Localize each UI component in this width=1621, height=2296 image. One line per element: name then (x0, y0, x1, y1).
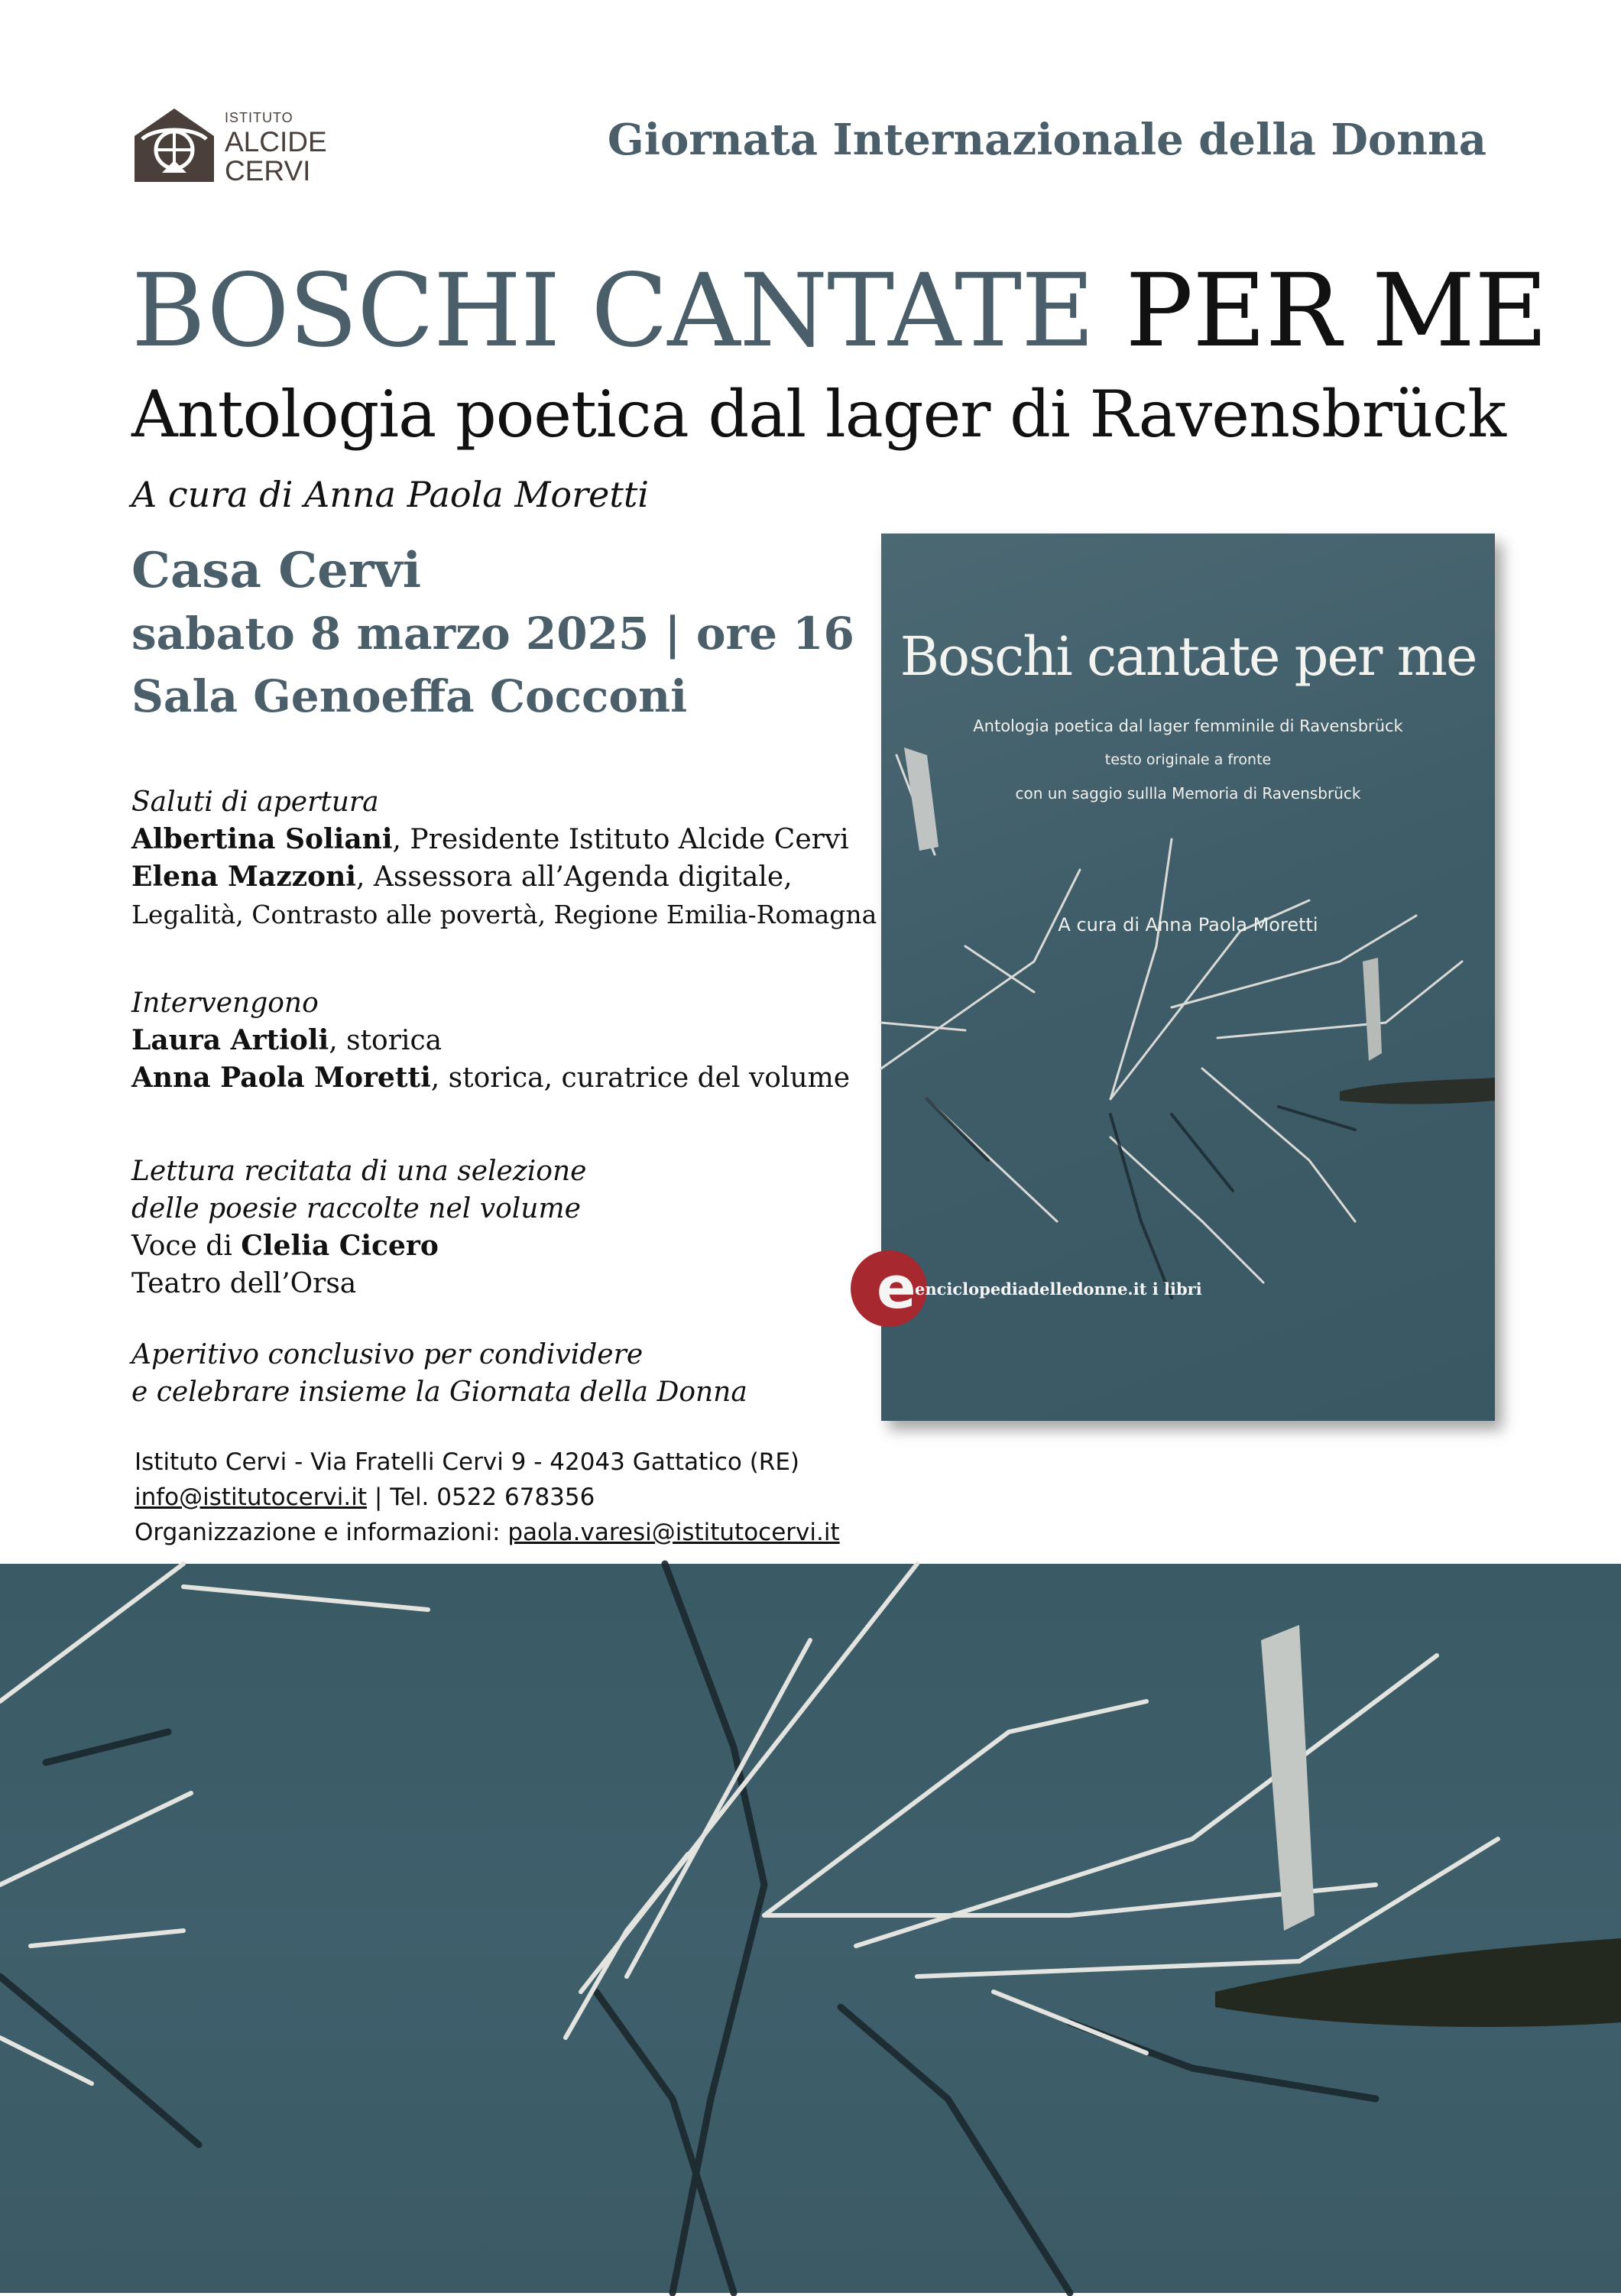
reading-voice (131, 1227, 586, 1265)
speaker-role: , storica (329, 1025, 443, 1056)
org-email-link[interactable]: paola.varesi@istitutocervi.it (507, 1519, 840, 1546)
aperitivo-line-2: e celebrare insieme la Giornata della Donna (131, 1377, 747, 1408)
branches-illustration (0, 1564, 1621, 2293)
publisher-letter: e (877, 1253, 916, 1321)
opening-speaker-1 (131, 821, 877, 858)
logo-text-alcide: ALCIDE (225, 126, 327, 157)
aperitivo-section (131, 1336, 747, 1411)
opening-section (131, 783, 877, 933)
aperitivo-line-1: Aperitivo conclusivo per condividere (131, 1339, 644, 1370)
speaker-2 (131, 1059, 850, 1097)
publisher-name: enciclopediadelledonne.it i libri (915, 1279, 1202, 1299)
reading-line-1: Lettura recitata di una selezione (131, 1156, 587, 1187)
speaker-name: Laura Artioli (131, 1024, 329, 1056)
phone: | Tel. 0522 678356 (367, 1484, 595, 1511)
event-name: Giornata Internazionale della Donna (607, 115, 1486, 165)
speaker-1 (131, 1022, 850, 1059)
cover-title: Boschi cantate per me (900, 625, 1477, 688)
logo-text-istituto: ISTITUTO (225, 110, 293, 125)
speaker-role: , storica, curatrice del volume (430, 1062, 851, 1094)
speaker-name: Anna Paola Moretti (131, 1062, 431, 1094)
event-room: Sala Genoeffa Cocconi (131, 670, 688, 722)
cover-publisher (877, 1250, 1202, 1327)
speaker-name: Albertina Soliani (131, 823, 393, 855)
speakers-section (131, 984, 850, 1097)
address: Istituto Cervi - Via Fratelli Cervi 9 - 42043 Gattatico (RE) (135, 1448, 800, 1476)
logo-text-cervi: CERVI (225, 155, 311, 186)
organization-line (135, 1515, 840, 1550)
reading-theatre: Teatro dell’Orsa (131, 1268, 357, 1299)
opening-heading: Saluti di apertura (131, 786, 379, 818)
cover-note-2: con un saggio sullla Memoria di Ravensbrück (1015, 784, 1361, 803)
title-part-2: PER ME (1125, 252, 1548, 370)
contact-footer (135, 1445, 840, 1550)
cover-note-1: testo originale a fronte (1104, 751, 1272, 768)
voice-prefix: Voce di (131, 1231, 242, 1262)
curator-line: A cura di Anna Paola Moretti (131, 474, 650, 515)
venue: Casa Cervi (131, 542, 422, 599)
cover-subtitle: Antologia poetica dal lager femminile di Ravensbrück (973, 717, 1403, 735)
page-subtitle: Antologia poetica dal lager di Ravensbrück (131, 377, 1506, 452)
opening-speaker-2 (131, 858, 877, 896)
reading-line-2: delle poesie raccolte nel volume (131, 1193, 581, 1224)
event-date: sabato 8 marzo 2025 | ore 16 (131, 608, 854, 660)
speakers-heading: Intervengono (131, 987, 319, 1019)
reading-section (131, 1153, 586, 1302)
branches-photo (0, 1564, 1621, 2293)
cover-curator: A cura di Anna Paola Moretti (1058, 914, 1318, 936)
contact-line (135, 1480, 840, 1515)
institute-logo (131, 105, 330, 188)
speaker-role-continued: Legalità, Contrasto alle povertà, Regione Emilia-Romagna (131, 900, 877, 929)
speaker-name: Elena Mazzoni (131, 861, 356, 893)
speaker-role: , Assessora all’Agenda digitale, (355, 861, 793, 893)
speaker-role: , Presidente Istituto Alcide Cervi (392, 824, 849, 855)
institute-emblem-icon (131, 105, 217, 185)
org-prefix: Organizzazione e informazioni: (135, 1519, 508, 1546)
page-title (131, 254, 1547, 368)
title-part-1: BOSCHI CANTATE (131, 252, 1094, 370)
book-cover (877, 533, 1495, 1421)
voice-name: Clelia Cicero (241, 1230, 439, 1262)
email-link[interactable]: info@istitutocervi.it (135, 1484, 368, 1511)
